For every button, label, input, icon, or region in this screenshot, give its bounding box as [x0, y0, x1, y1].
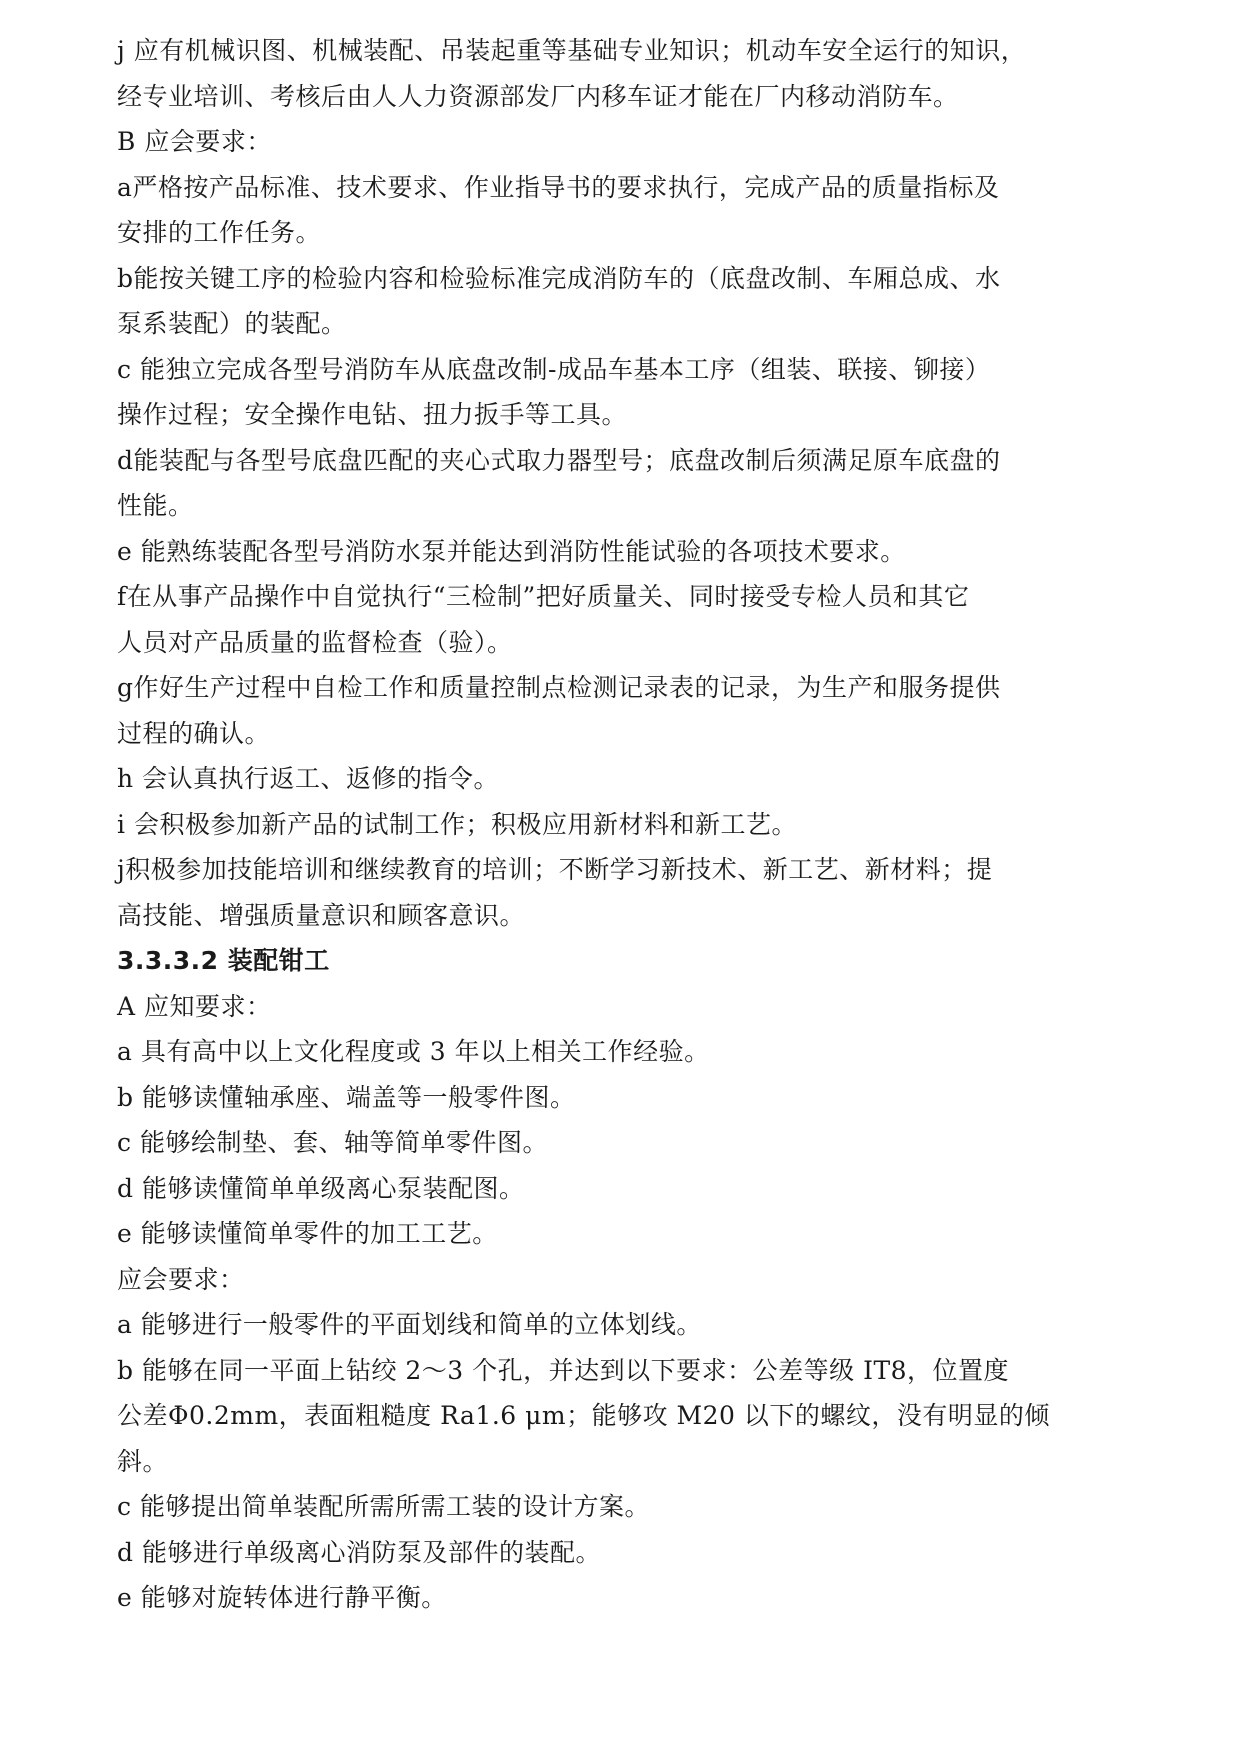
text-line: b 能够在同一平面上钻绞 2～3 个孔，并达到以下要求：公差等级 IT8，位置度 — [117, 1355, 1010, 1385]
text-line: 高技能、增强质量意识和顾客意识。 — [117, 900, 526, 930]
text-line: c 能独立完成各型号消防车从底盘改制-成品车基本工序（组装、联接、铆接） — [117, 354, 991, 384]
text-line: B 应会要求： — [117, 127, 272, 156]
text-line: b能按关键工序的检验内容和检验标准完成消防车的（底盘改制、车厢总成、水 — [117, 263, 1001, 293]
text-line: b 能够读懂轴承座、端盖等一般零件图。 — [117, 1082, 576, 1112]
text-line: j积极参加技能培训和继续教育的培训；不断学习新技术、新工艺、新材料；提 — [117, 855, 993, 884]
text-line: e 能熟练装配各型号消防水泵并能达到消防性能试验的各项技术要求。 — [117, 536, 906, 566]
text-line: 安排的工作任务。 — [117, 218, 322, 247]
text-line: 斜。 — [117, 1446, 169, 1476]
text-line: d 能够读懂简单单级离心泵装配图。 — [117, 1173, 525, 1203]
text-line: a 能够进行一般零件的平面划线和简单的立体划线。 — [117, 1310, 702, 1339]
text-line: j 应有机械识图、机械装配、吊装起重等基础专业知识；机动车安全运行的知识， — [117, 36, 1027, 65]
section-heading: 3.3.3.2 装配钳工 — [117, 946, 330, 975]
text-line: 泵系装配）的装配。 — [117, 309, 347, 338]
text-line: 应会要求： — [117, 1264, 245, 1294]
text-line: 过程的确认。 — [117, 718, 271, 748]
text-line: 性能。 — [117, 491, 194, 520]
text-line: e 能够对旋转体进行静平衡。 — [117, 1583, 447, 1612]
text-line: a 具有高中以上文化程度或 3 年以上相关工作经验。 — [117, 1037, 710, 1066]
text-line: 操作过程；安全操作电钻、扭力扳手等工具。 — [117, 400, 628, 429]
text-line: f在从事产品操作中自觉执行“三检制”把好质量关、同时接受专检人员和其它 — [117, 582, 970, 611]
text-line: 人员对产品质量的监督检查（验）。 — [117, 627, 513, 657]
text-line: c 能够绘制垫、套、轴等简单零件图。 — [117, 1128, 548, 1157]
text-line: i 会积极参加新产品的试制工作；积极应用新材料和新工艺。 — [117, 809, 797, 839]
text-line: 经专业培训、考核后由人人力资源部发厂内移车证才能在厂内移动消防车。 — [117, 81, 959, 111]
text-line: e 能够读懂简单零件的加工工艺。 — [117, 1219, 498, 1248]
text-line: h 会认真执行返工、返修的指令。 — [117, 764, 500, 793]
text-line: 公差Φ0.2mm，表面粗糙度 Ra1.6 μm；能够攻 M20 以下的螺纹，没有明显的倾 — [117, 1401, 1050, 1430]
text-line: A 应知要求： — [117, 991, 272, 1021]
document-body — [117, 28, 1127, 1621]
text-line: d能装配与各型号底盘匹配的夹心式取力器型号；底盘改制后须满足原车底盘的 — [117, 445, 1001, 475]
text-line: d 能够进行单级离心消防泵及部件的装配。 — [117, 1537, 601, 1567]
text-line: a严格按产品标准、技术要求、作业指导书的要求执行，完成产品的质量指标及 — [117, 172, 1000, 202]
text-line: g作好生产过程中自检工作和质量控制点检测记录表的记录，为生产和服务提供 — [117, 673, 1001, 702]
text-line: c 能够提出简单装配所需所需工装的设计方案。 — [117, 1492, 650, 1521]
